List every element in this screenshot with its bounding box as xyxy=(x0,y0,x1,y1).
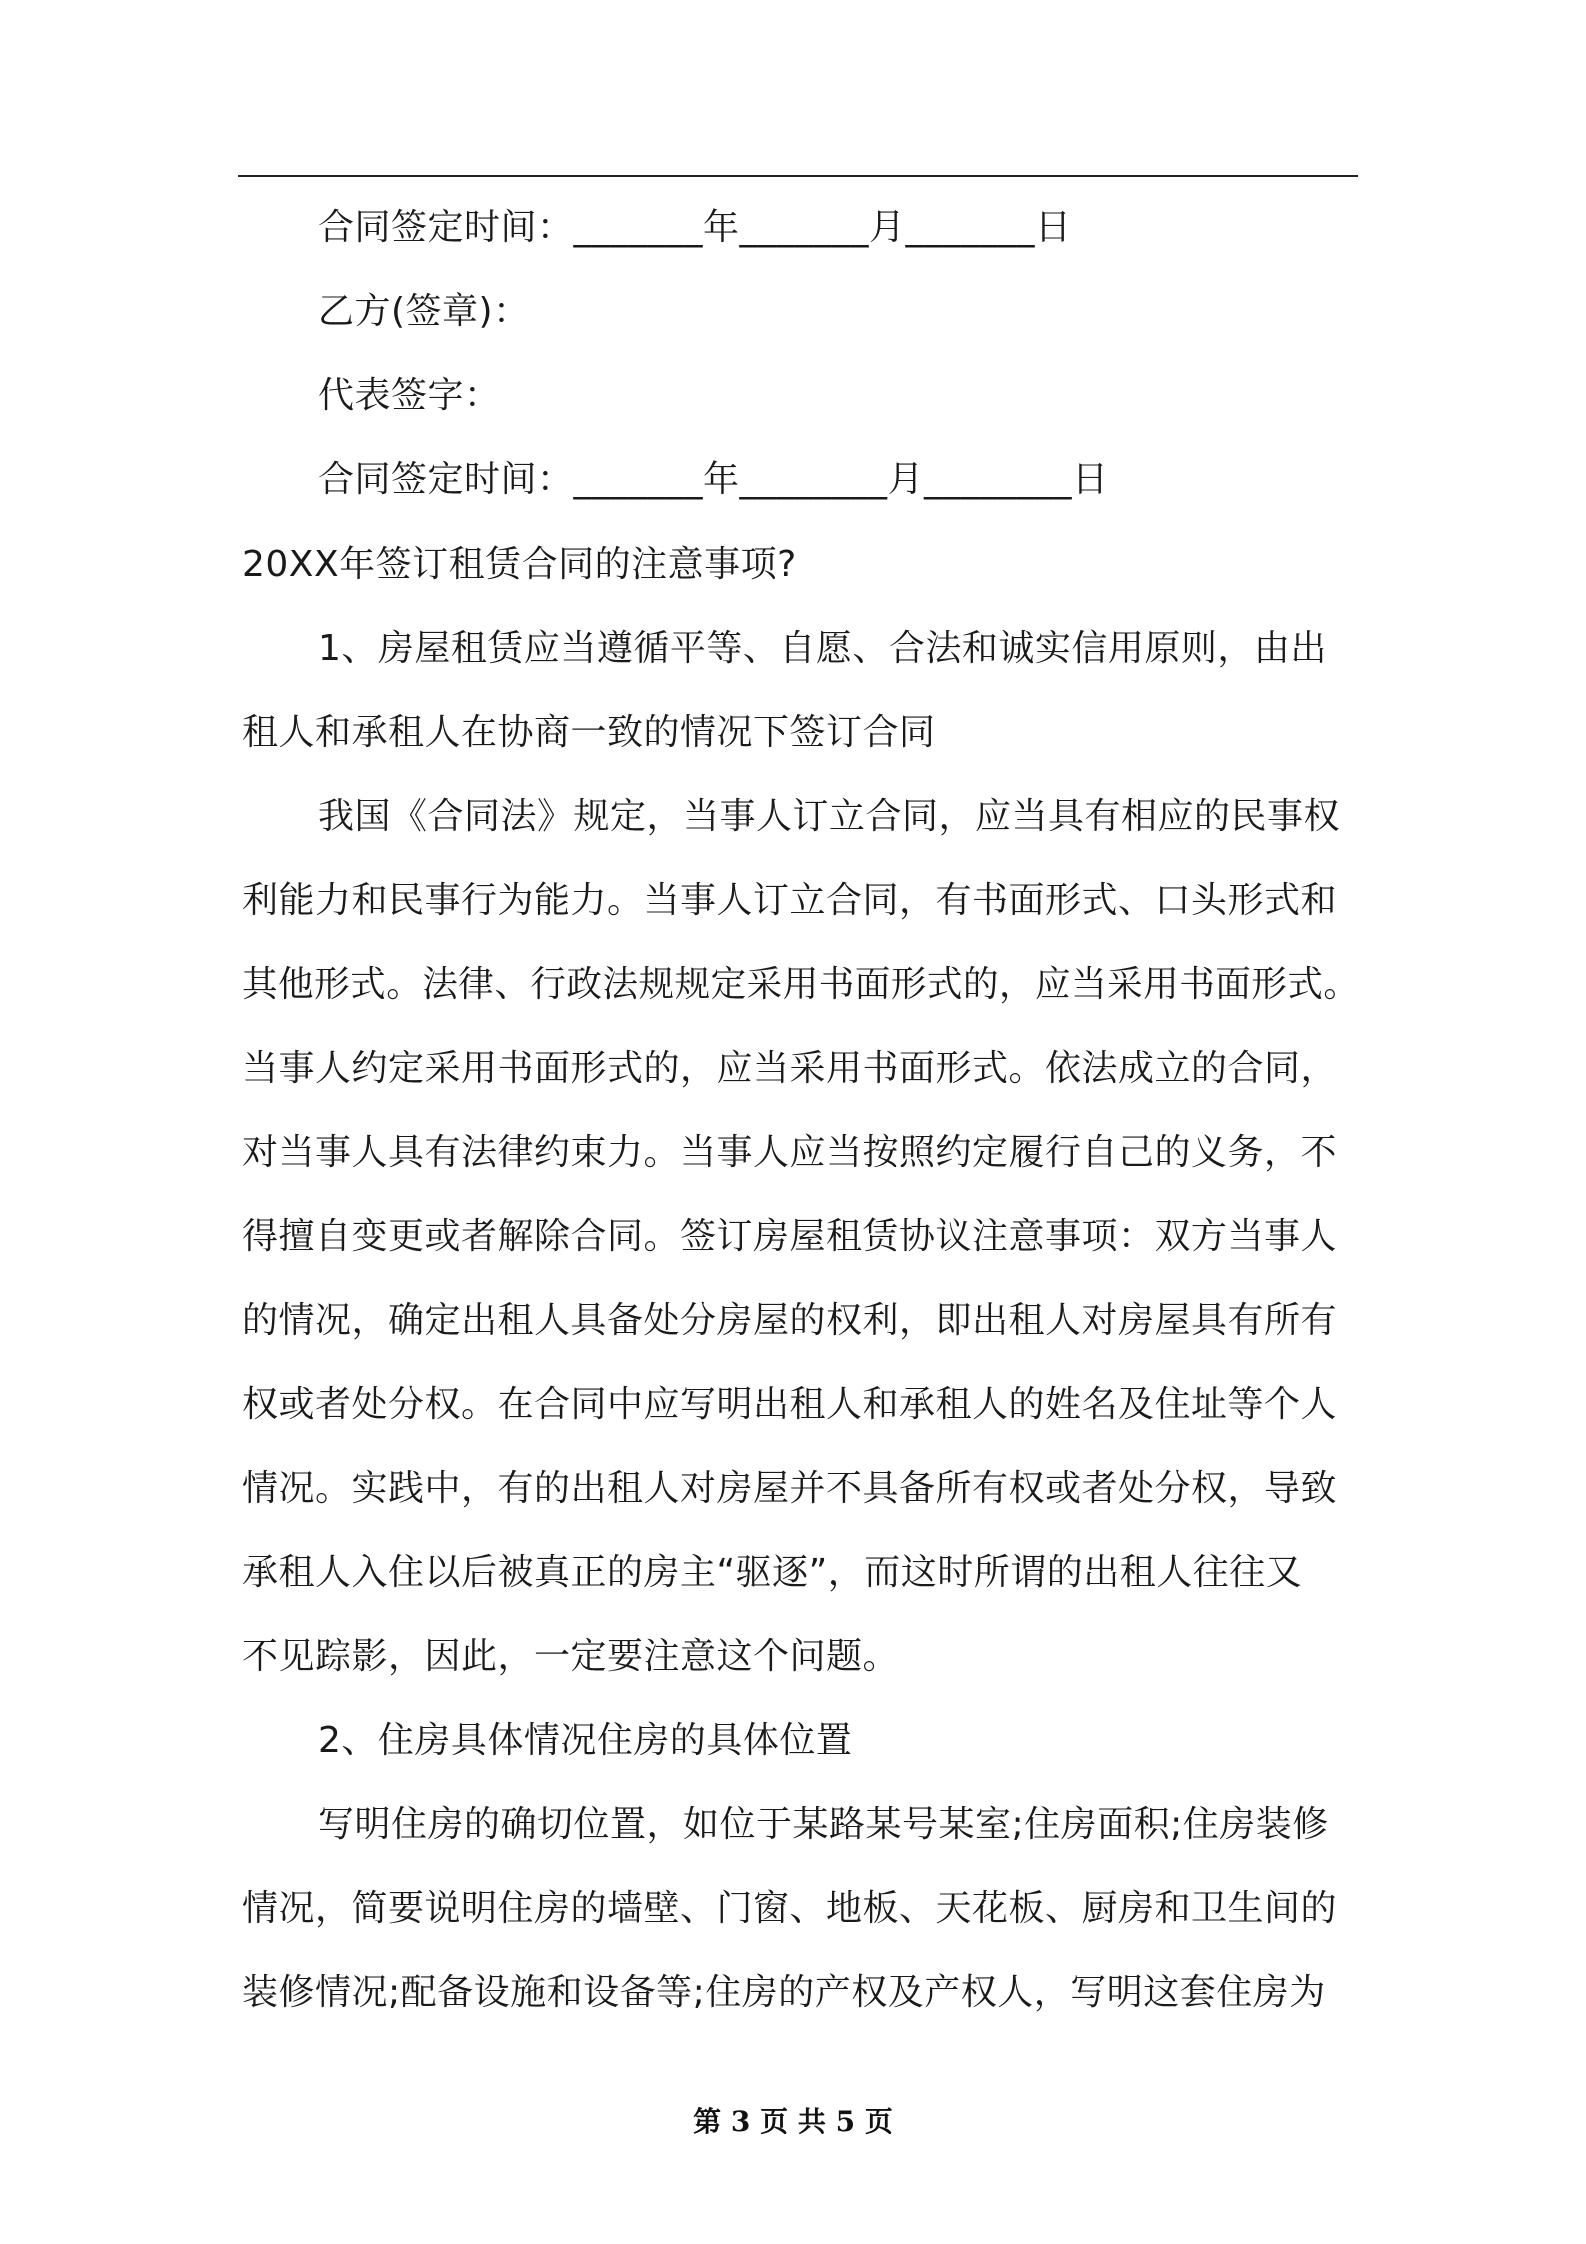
paragraph-line: 情况。实践中，有的出租人对房屋并不具备所有权或者处分权，导致 xyxy=(242,1468,1338,1509)
paragraph-line: 其他形式。法律、行政法规规定采用书面形式的，应当采用书面形式。 xyxy=(242,964,1360,1005)
paragraph-line: 的情况，确定出租人具备处分房屋的权利，即出租人对房屋具有所有 xyxy=(242,1300,1338,1341)
paragraph-line: 利能力和民事行为能力。当事人订立合同，有书面形式、口头形式和 xyxy=(242,880,1338,921)
paragraph-line: 权或者处分权。在合同中应写明出租人和承租人的姓名及住址等个人 xyxy=(242,1384,1338,1425)
header-rule xyxy=(238,175,1358,177)
paragraph-line: 当事人约定采用书面形式的，应当采用书面形式。依法成立的合同， xyxy=(242,1048,1338,1089)
sign-date-line-1: 合同签定时间：_______年_______月_______日 xyxy=(318,207,1072,248)
sign-date-line-2: 合同签定时间：_______年________月________日 xyxy=(318,459,1109,500)
paragraph-line: 得擅自变更或者解除合同。签订房屋租赁协议注意事项：双方当事人 xyxy=(242,1216,1338,1257)
paragraph-line: 2、住房具体情况住房的具体位置 xyxy=(318,1720,853,1761)
page-number-footer: 第 3 页 共 5 页 xyxy=(693,2105,893,2138)
section-title: 20XX年签订租赁合同的注意事项? xyxy=(242,544,797,585)
paragraph-line: 对当事人具有法律约束力。当事人应当按照约定履行自己的义务，不 xyxy=(242,1132,1338,1173)
paragraph-line: 租人和承租人在协商一致的情况下签订合同 xyxy=(242,712,936,753)
paragraph-line: 不见踪影，因此，一定要注意这个问题。 xyxy=(242,1636,900,1677)
paragraph-line: 1、房屋租赁应当遵循平等、自愿、合法和诚实信用原则，由出 xyxy=(318,628,1327,669)
paragraph-line: 写明住房的确切位置，如位于某路某号某室;住房面积;住房装修 xyxy=(318,1804,1329,1845)
paragraph-line: 承租人入住以后被真正的房主“驱逐”，而这时所谓的出租人往往又 xyxy=(242,1552,1303,1593)
paragraph-line: 情况，简要说明住房的墙壁、门窗、地板、天花板、厨房和卫生间的 xyxy=(242,1888,1338,1929)
paragraph-line: 装修情况;配备设施和设备等;住房的产权及产权人，写明这套住房为 xyxy=(242,1972,1326,2013)
representative-signature-label: 代表签字： xyxy=(318,375,501,416)
paragraph-line: 我国《合同法》规定，当事人订立合同，应当具有相应的民事权 xyxy=(318,796,1341,837)
party-b-signature-label: 乙方(签章)： xyxy=(318,291,530,332)
